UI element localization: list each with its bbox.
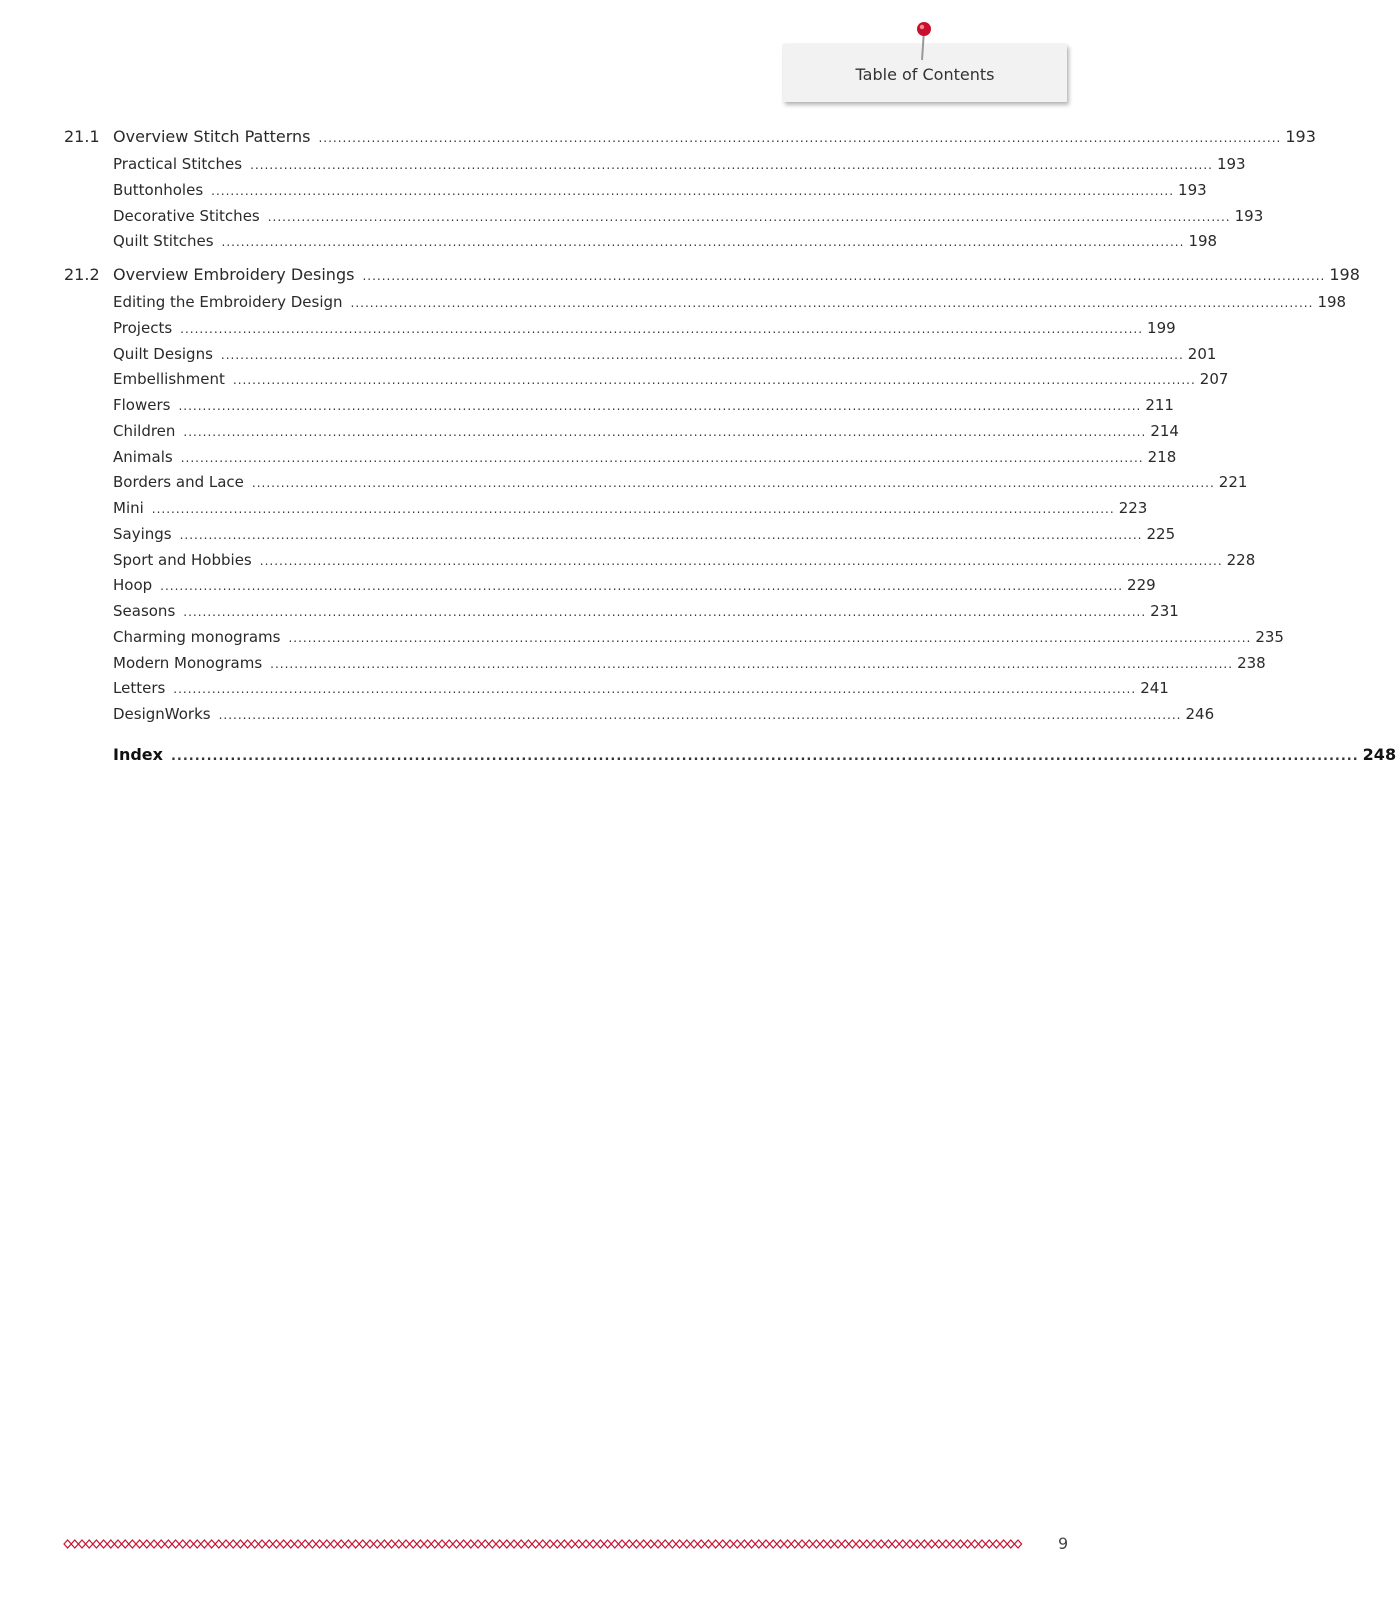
page-number: 9 [1058,1534,1069,1553]
toc-entry-page: 201 [1187,344,1217,363]
dot-leader: ........................................................................................................................................................................................................ [179,527,1143,542]
toc-subsection[interactable] [113,421,1179,440]
dot-leader: ........................................................................................................................................................................................................ [160,579,1124,594]
toc-entry-page: 211 [1145,396,1174,414]
toc-subsection[interactable] [113,705,1215,723]
toc-entry-page: 198 [1188,232,1218,251]
toc-entry-label: Seasons [113,602,176,620]
toc-entry-page: 193 [1234,206,1264,225]
toc-entry-label: Children [113,421,176,440]
dot-leader: ........................................................................................................................................................................................................ [211,183,1175,198]
toc-subsection[interactable] [113,524,1176,543]
toc-entry-page: 223 [1118,499,1148,517]
toc-entry-label: Decorative Stitches [113,206,260,225]
toc-subsection[interactable] [113,206,1264,225]
toc-entry-label: Hoop [113,576,153,595]
dot-leader: ........................................................................................................................................................................................................ [170,749,1359,764]
dot-leader: ........................................................................................................................................................................................................ [362,269,1326,283]
dot-leader: ........................................................................................................................................................................................................ [288,630,1252,645]
toc-subsection[interactable] [113,627,1284,646]
toc-section[interactable] [64,265,1360,284]
toc-entry-label: Flowers [113,396,171,414]
toc-subsection[interactable] [113,232,1218,251]
dot-leader: ........................................................................................................................................................................................................ [218,708,1182,722]
toc-entry-page: 229 [1127,576,1156,595]
toc-subsection[interactable] [113,473,1248,492]
toc-index-entry[interactable] [113,745,1396,764]
dot-leader: ........................................................................................................................................................................................................ [178,399,1142,413]
toc-entry-page: 235 [1255,627,1284,646]
dot-leader: ........................................................................................................................................................................................................ [221,235,1185,250]
dot-leader: ........................................................................................................................................................................................................ [173,682,1137,697]
toc-entry-page: 231 [1150,602,1179,620]
dot-leader: ........................................................................................................................................................................................................ [270,656,1234,671]
toc-subsection[interactable] [113,318,1176,337]
toc-entry-label: Sport and Hobbies [113,550,252,569]
dot-leader: ........................................................................................................................................................................................................ [350,296,1314,310]
toc-subsection[interactable] [113,602,1179,620]
toc-entry-page: 241 [1140,679,1169,698]
dot-leader: ........................................................................................................................................................................................................ [183,424,1147,439]
toc-subsection[interactable] [113,576,1156,595]
toc-entry-label: Embellishment [113,370,225,389]
toc-entry-label: Animals [113,447,173,466]
toc-entry-page: 193 [1178,180,1207,199]
toc-entry-label: Quilt Stitches [113,232,214,251]
toc-entry-label: DesignWorks [113,705,211,723]
toc-entry-label: Sayings [113,524,172,543]
section-number: 21.1 [64,127,100,146]
toc-entry-label: Buttonholes [113,180,204,199]
dot-leader: ........................................................................................................................................................................................................ [180,450,1144,465]
toc-entry-label: Charming monograms [113,627,281,646]
toc-entry-page: 221 [1218,473,1248,492]
dot-leader: ........................................................................................................................................................................................................ [180,321,1144,336]
toc-entry-label: Overview Stitch Patterns [113,127,311,146]
dot-leader: ........................................................................................................................................................................................................ [267,209,1231,224]
toc-entry-page: 218 [1147,447,1177,466]
toc-subsection[interactable] [113,550,1256,569]
toc-entry-page: 228 [1226,550,1256,569]
page-header-title: Table of Contents [855,64,995,84]
toc-entry-page: 199 [1147,318,1176,337]
toc-entry-label: Letters [113,679,166,698]
dot-leader: ........................................................................................................................................................................................................ [151,502,1115,516]
toc-entry-label: Mini [113,499,144,517]
stitch-border [64,1538,1022,1550]
toc-entry-page: 198 [1329,265,1360,284]
toc-entry-page: 193 [1285,127,1316,146]
toc-entry-page: 225 [1146,524,1176,543]
dot-leader: ........................................................................................................................................................................................................ [250,158,1213,172]
toc-entry-label: Borders and Lace [113,473,244,492]
toc-subsection[interactable] [113,653,1266,672]
toc-subsection[interactable] [113,293,1347,311]
toc-entry-label: Quilt Designs [113,344,213,363]
toc-entry-page: 248 [1362,745,1396,764]
toc-entry-label: Projects [113,318,173,337]
toc-subsection[interactable] [113,447,1177,466]
toc-entry-page: 214 [1150,421,1179,440]
dot-leader: ........................................................................................................................................................................................................ [183,605,1147,619]
dot-leader: ........................................................................................................................................................................................................ [220,347,1184,362]
dot-leader: ........................................................................................................................................................................................................ [259,553,1223,568]
toc-entry-label: Editing the Embroidery Design [113,293,343,311]
toc-subsection[interactable] [113,180,1207,199]
toc-entry-page: 198 [1317,293,1347,311]
toc-entry-label: Practical Stitches [113,155,243,173]
toc-entry-page: 246 [1185,705,1215,723]
dot-leader: ........................................................................................................................................................................................................ [318,131,1282,145]
toc-section[interactable] [64,127,1316,146]
toc-subsection[interactable] [113,370,1229,389]
dot-leader: ........................................................................................................................................................................................................ [232,373,1196,388]
toc-subsection[interactable] [113,499,1148,517]
toc-entry-page: 207 [1199,370,1229,389]
toc-entry-label: Index [113,745,163,764]
toc-subsection[interactable] [113,679,1169,698]
toc-subsection[interactable] [113,155,1246,173]
section-number: 21.2 [64,265,100,284]
dot-leader: ........................................................................................................................................................................................................ [251,476,1215,491]
toc-entry-label: Modern Monograms [113,653,263,672]
toc-subsection[interactable] [113,344,1217,363]
toc-entry-label: Overview Embroidery Desings [113,265,355,284]
toc-entry-page: 238 [1237,653,1266,672]
toc-entry-page: 193 [1216,155,1246,173]
toc-subsection[interactable] [113,396,1174,414]
